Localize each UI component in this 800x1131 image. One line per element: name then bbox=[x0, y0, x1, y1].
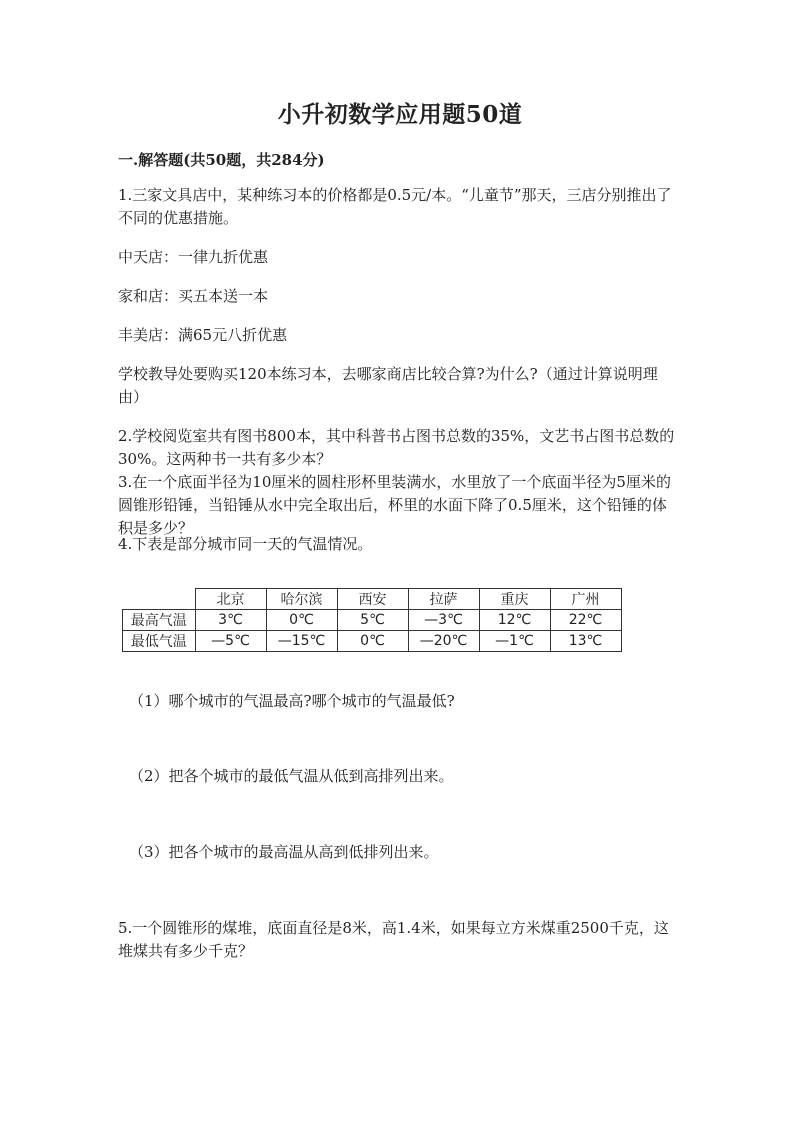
question-1-ask: 学校教导处要购买120本练习本，去哪家商店比较合算?为什么?（通过计算说明理由） bbox=[118, 365, 658, 406]
table-cell: 13℃ bbox=[550, 631, 621, 652]
document-title: 小升初数学应用题50道 bbox=[277, 101, 523, 128]
table-cell: 12℃ bbox=[479, 610, 550, 631]
table-cell: 5℃ bbox=[337, 610, 408, 631]
question-2: 2.学校阅览室共有图书800本，其中科普书占图书总数的35%，文艺书占图书总数的30%。这两种书一共有多少本？ bbox=[118, 427, 675, 468]
table-header-city: 西安 bbox=[337, 589, 408, 610]
table-cell: —15℃ bbox=[266, 631, 337, 652]
table-header-city: 拉萨 bbox=[408, 589, 479, 610]
question-4-sub-3: （3）把各个城市的最高温从高到低排列出来。 bbox=[129, 843, 439, 861]
table-cell: 0℃ bbox=[266, 610, 337, 631]
table-row-label: 最低气温 bbox=[123, 631, 196, 652]
temperature-table bbox=[122, 588, 622, 652]
table-cell: 3℃ bbox=[195, 610, 266, 631]
table-header-city: 广州 bbox=[550, 589, 621, 610]
table-header-city: 重庆 bbox=[479, 589, 550, 610]
table-cell: —5℃ bbox=[195, 631, 266, 652]
table-header-city: 北京 bbox=[195, 589, 266, 610]
question-5: 5.一个圆锥形的煤堆，底面直径是8米，高1.4米，如果每立方米煤重2500千克，这堆煤共有多少千克？ bbox=[118, 919, 669, 960]
table-cell: —20℃ bbox=[408, 631, 479, 652]
question-3: 3.在一个底面半径为10厘米的圆柱形杯里装满水，水里放了一个底面半径为5厘米的圆锥形铅锤，当铅锤从水中完全取出后，杯里的水面下降了0.5厘米，这个铅锤的体积是多少？ bbox=[118, 473, 671, 537]
table-cell: —1℃ bbox=[479, 631, 550, 652]
table-row-label: 最高气温 bbox=[123, 610, 196, 631]
question-4-sub-1: （1）哪个城市的气温最高?哪个城市的气温最低? bbox=[129, 692, 455, 710]
question-1-option-1: 中天店：一律九折优惠 bbox=[118, 248, 269, 266]
table-header-city: 哈尔滨 bbox=[266, 589, 337, 610]
question-4-stem: 4.下表是部分城市同一天的气温情况。 bbox=[118, 535, 373, 553]
table-row bbox=[123, 631, 622, 652]
question-4-sub-2: （2）把各个城市的最低气温从低到高排列出来。 bbox=[129, 767, 454, 785]
question-1-option-2: 家和店：买五本送一本 bbox=[118, 287, 269, 305]
table-cell: —3℃ bbox=[408, 610, 479, 631]
table-cell: 0℃ bbox=[337, 631, 408, 652]
question-1-option-3: 丰美店：满65元八折优惠 bbox=[118, 326, 288, 344]
table-row bbox=[123, 589, 622, 610]
question-1-stem: 1.三家文具店中，某种练习本的价格都是0.5元/本。“儿童节”那天，三店分别推出了不同的优惠措施。 bbox=[118, 186, 672, 227]
table-cell: 22℃ bbox=[550, 610, 621, 631]
section-heading: 一.解答题(共50题，共284分) bbox=[118, 151, 325, 169]
table-corner-cell bbox=[123, 589, 196, 610]
table-row bbox=[123, 610, 622, 631]
